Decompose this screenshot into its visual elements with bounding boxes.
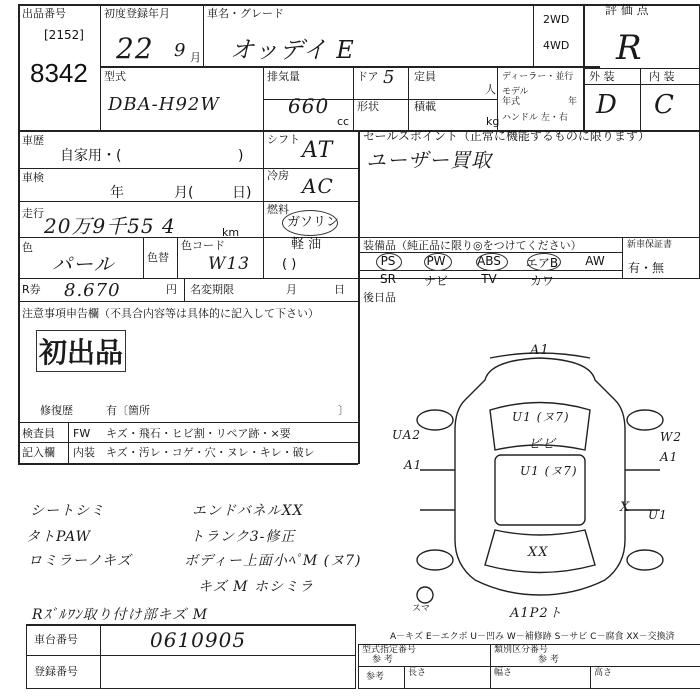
first-listing: 初出品 [36,330,126,372]
inspector-bottom [18,463,358,465]
mileage-label: 走行 [22,207,44,220]
first-reg-label: 初度登録年月 [104,7,170,20]
first-reg-month: 9 [174,40,187,61]
bt-v2 [490,644,491,666]
mark-top: A1 [530,343,550,358]
int-items: キズ・汚レ・コゲ・穴・ヌレ・キレ・破レ [106,446,315,459]
notes-label: 注意事項申告欄（不具合内容等は具体的に記入して下さい） [22,307,319,320]
person-unit: 人 [485,83,496,96]
name-change-day: 日 [334,283,345,296]
equip-leather: カワ [529,274,554,288]
first-reg-year: 22 [116,32,154,65]
bt-mid [358,666,700,667]
fw-label: FW [73,427,91,440]
exterior-label: 外 装 [589,70,615,83]
drive-2wd: 2WD [543,13,570,26]
note-3: タトPAW [26,529,92,545]
chassis-mid [26,655,356,656]
inspection-label: 車検 [22,171,44,184]
interior-label: 内 装 [649,70,675,83]
equip-pw: PW [426,254,446,268]
fuel-diesel: 軽 油 [291,237,322,252]
recycle-value: 8.670 [64,280,121,301]
v-left-col [358,130,360,464]
length-label: 長さ [408,668,427,678]
equip-airbag: エアB [525,256,559,270]
chassis-label: 車台番号 [34,633,78,646]
note-5: ロミラーノキズ [28,553,132,569]
chassis-top [26,624,356,626]
mark-ua2: UA2 [392,428,422,442]
mark-a1-left: A1 [404,458,423,472]
v-2wd [533,4,534,67]
row3-line [18,168,358,169]
equipment-label: 装備品（純正品に限り◎をつけてください） [363,239,582,252]
fuel-label: 燃料 [267,203,289,216]
circle-pw [424,253,452,271]
chassis-split [100,624,101,689]
bt-v3 [404,666,405,688]
ref-label: 参考 [366,672,385,682]
history-close: ) [238,148,244,164]
equip-v [622,237,623,279]
note-2: エンドバネルXX [192,503,304,519]
inspection-day-unit: 日) [232,185,252,201]
model-year-label2: 年式 [502,97,521,107]
note-7: キズ M ホシミラ [198,579,314,595]
circle-ps [376,253,402,271]
lot-box: [2152] [44,28,84,42]
type-cert-sub: 参 考 [372,655,393,665]
bt-v1 [358,644,359,689]
mark-u1-mid: U1 (ヌ7) [520,464,578,478]
model-year-label1: モデル [502,87,529,97]
kg-unit: kg [486,115,500,128]
exterior-score: D [596,90,618,120]
color-v1 [143,237,144,278]
fuel-paren: ( ) [282,257,297,272]
chassis-bottom [26,688,356,689]
chassis-left [26,624,27,689]
equip-navi: ナビ [423,274,448,288]
note-4: トランク3-修正 [190,529,296,545]
notes-bottom [18,422,358,423]
post-label: 後日品 [363,291,396,304]
km-unit: km [222,226,240,239]
type-cert-label: 型式指定番号 [362,645,417,655]
row1-line [100,66,600,68]
color-change-label: 色替 [147,251,169,264]
fw-items: キズ・飛石・ヒビ割・リペア跡・×要 [106,427,291,440]
mileage-value: 20万9千55 4 [44,214,176,238]
v-lot [100,4,101,131]
equip-aw: AW [585,254,605,268]
mark-x-right: X [620,500,631,515]
repair-close: 〕 [338,404,349,417]
mark-bibi: ビビ [528,437,557,452]
row7-line [18,301,358,302]
yen-unit: 円 [166,283,177,296]
color-code-label: 色コード [181,239,225,252]
registration-label: 登録番号 [34,665,78,678]
fuel-gas: ガソリン [287,215,340,230]
class-label: 類別区分番号 [494,645,549,655]
note-6: ボディー上面小ﾍﾟM (ヌ7) [184,553,362,569]
v-carname [203,4,204,67]
year-unit: 年 [568,97,578,107]
inspection-month-unit: 月( [174,185,194,201]
ac-value: AC [302,174,334,198]
capacity-label: 定員 [414,70,436,83]
damage-legend: A－キズ E－エクボ U－凹み W－補修跡 S－サビ C－腐食 XX－交換済 [390,632,675,642]
mark-xx: XX [528,545,549,560]
mark-w2: W2 [660,430,682,444]
inspection-year-unit: 年 [110,185,124,201]
color-label: 色 [22,241,33,254]
note-1: シートシミ [30,503,105,519]
dealer-label: ディーラー・並行 [502,72,574,82]
eval-score: R [616,28,643,68]
history-label: 車歴 [22,134,44,147]
sales-value: ユーザー買取 [366,148,492,172]
ac-label: 冷房 [267,169,289,182]
equip-ps: PS [380,254,396,268]
sales-label: セールスポイント（正常に機能するものに限ります） [363,129,650,143]
color-value: パール [52,252,115,276]
row4-line [18,201,358,202]
mark-sumama: スマ [412,604,430,614]
repair-label: 修復歴 [40,404,73,417]
mark-u1-right: U1 [648,508,668,522]
bt-v4 [490,666,491,688]
name-change-label: 名変期限 [190,283,234,296]
eval-sub-v [640,68,641,131]
car-name: オッデイ E [230,36,355,64]
bt-bottom [358,688,700,689]
repair-value: 有〔箇所 [106,404,150,417]
warranty-label: 新車保証書 [627,240,673,250]
eval-label: 評 価 点 [605,3,649,17]
equip-sr: SR [380,272,396,286]
width-label: 幅さ [494,668,513,678]
v-mid [263,66,264,278]
color-code-value: W13 [208,254,251,274]
door-label: ドア [357,70,379,83]
eval-sub-h [583,68,700,69]
cc-unit: cc [337,115,350,128]
shape-label: 形状 [357,100,379,113]
name-change-month: 月 [286,283,297,296]
equip-abs: ABS [477,254,501,268]
lot-number: 8342 [30,58,88,88]
history-value: 自家用・( [60,148,122,164]
displacement-label: 排気量 [267,70,300,83]
shift-value: AT [302,138,334,163]
inspector-v [68,422,69,464]
warranty-value: 有・無 [628,261,665,275]
note-8: Rｽﾞﾙﾜﾝ取り付け部キズ M [32,607,209,623]
shift-label: シフト [267,133,300,146]
inspector-h [18,442,358,443]
car-diagram [390,340,690,620]
mark-a1-right: A1 [660,450,679,464]
mark-u1-top: U1 (ヌ7) [512,410,570,424]
model-label: 型式 [104,70,126,83]
color-v2 [177,237,178,278]
circle-abs [476,253,508,271]
door-value: 5 [383,67,396,88]
load-label: 積載 [414,100,436,113]
drive-4wd: 4WD [543,39,570,52]
inspector-label2: 記入欄 [22,446,55,459]
int-label: 内装 [73,446,95,459]
circle-airbag [527,253,561,271]
month-unit: 月 [190,51,201,64]
car-name-label: 車名・グレード [207,7,284,20]
interior-score: C [654,90,675,120]
handle-label: ハンドル 左・右 [502,113,568,123]
equip-tv: TV [481,272,497,286]
eval-sub-h2 [583,84,700,85]
recycle-v [184,278,185,301]
class-sub: 参 考 [538,655,559,665]
chassis-value: 0610905 [150,628,247,652]
chassis-right [355,624,356,689]
lot-label: 出品番号 [22,7,66,20]
recycle-label: R券 [22,283,41,296]
model-value: DBA-H92W [108,94,220,115]
height-label: 高さ [594,668,613,678]
frame-left [18,4,20,464]
mark-bottom: A1P2ト [510,606,563,621]
frame-top [18,4,700,6]
bt-v5 [590,666,591,688]
inspector-label1: 検査員 [22,427,55,440]
displacement-value: 660 [288,94,330,118]
